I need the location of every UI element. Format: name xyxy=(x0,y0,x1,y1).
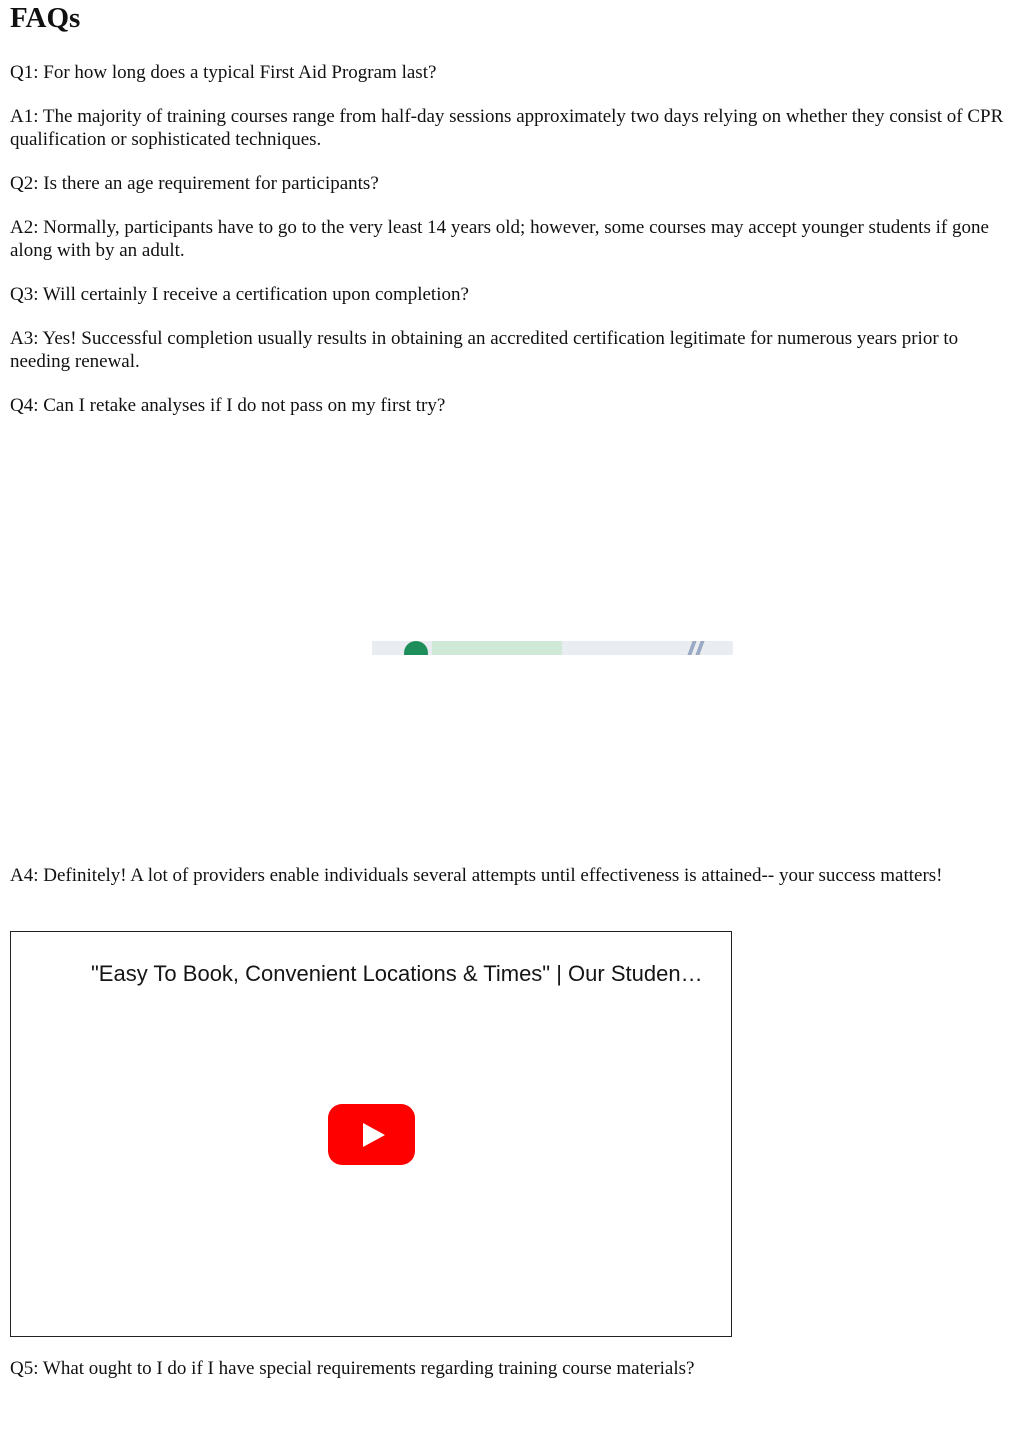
faq-answer-2: A2: Normally, participants have to go to the very least 14 years old; however, some courses may accept younger students if gone along with by an adult. xyxy=(10,217,989,261)
faq-question-2: Q2: Is there an age requirement for participants? xyxy=(10,173,379,194)
video-title[interactable]: "Easy To Book, Convenient Locations & Times" | Our Studen… xyxy=(91,961,703,986)
faq-answer-4: A4: Definitely! A lot of providers enable individuals several attempts until effectiveness is attained-- your success matters! xyxy=(10,865,943,886)
play-button[interactable] xyxy=(328,1104,415,1165)
play-icon xyxy=(363,1123,385,1147)
faq-question-3: Q3: Will certainly I receive a certification upon completion? xyxy=(10,284,469,305)
embedded-video[interactable] xyxy=(10,931,732,1337)
faq-answer-1: A1: The majority of training courses range from half-day sessions approximately two days relying on whether they consist of CPR qualification or sophisticated techniques. xyxy=(10,106,1004,150)
embedded-map[interactable] xyxy=(372,641,733,655)
faq-question-5: Q5: What ought to I do if I have special requirements regarding training course materials? xyxy=(10,1358,695,1379)
map-road xyxy=(695,641,704,655)
faq-answer-3: A3: Yes! Successful completion usually results in obtaining an accredited certification legitimate for numerous years prior to needing renewal. xyxy=(10,328,959,372)
map-park-area xyxy=(432,641,562,655)
park-pin-icon xyxy=(404,641,428,655)
faq-question-1: Q1: For how long does a typical First Aid Program last? xyxy=(10,62,437,83)
faq-question-4: Q4: Can I retake analyses if I do not pass on my first try? xyxy=(10,395,446,416)
page-title: FAQs xyxy=(10,2,81,34)
